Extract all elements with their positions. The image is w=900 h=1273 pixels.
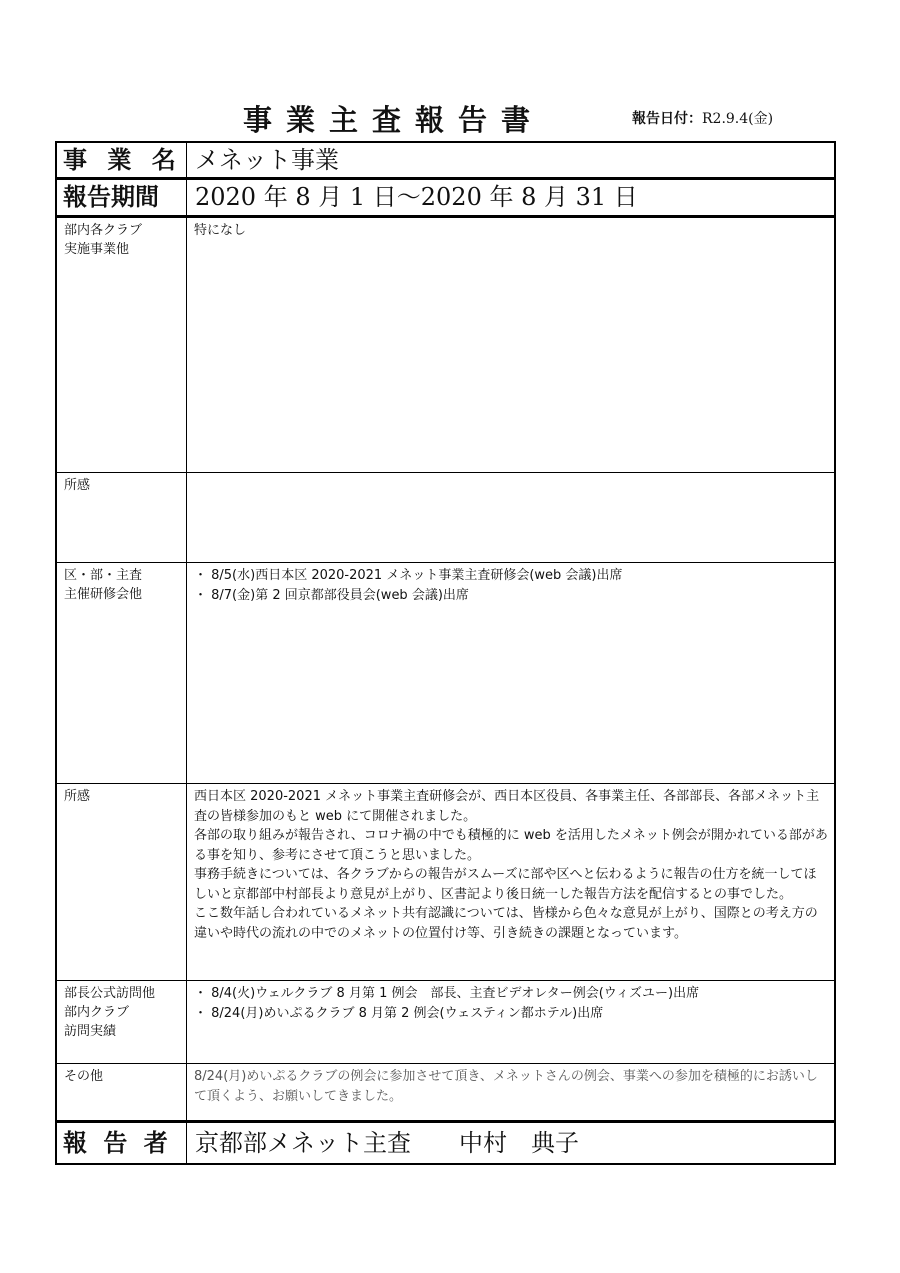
project-row [57,143,834,180]
list-item: ・ 8/7(金)第 2 回京都部役員会(web 会議)出席 [194,587,469,603]
list-item: ・ 8/24(月)めいぷるクラブ 8 月第 2 例会(ウェスティン都ホテル)出席 [194,1005,604,1021]
visits-label-line: 部長公式訪問他 [64,986,156,1001]
project-label: 事 業 名 [57,143,187,177]
list-item: ・ 8/4(火)ウェルクラブ 8 月第 1 例会 部長、主査ビデオレター例会(ウィズユー)出席 [194,986,700,1001]
club-activities-row [57,218,834,473]
other-row [57,1064,834,1123]
period-row [57,180,834,218]
seminars-row [57,563,834,784]
reporter-label: 報 告 者 [57,1123,187,1163]
visits-list [187,981,834,1063]
paragraph: 西日本区 2020-2021 メネット事業主査研修会が、西日本区役員、各事業主任、各部部長、各部メネット主査の皆様参加のもと web にて開催されました。 [194,789,820,824]
visits-label [57,981,187,1063]
seminars-label-line: 区・部・主査 [64,568,143,583]
other-label: その他 [57,1064,187,1120]
reporter-value: 京都部メネット主査 中村 典子 [195,1129,579,1157]
page-title: 事業主査報告書 [243,103,545,137]
club-activities-label-line: 部内各クラブ [64,223,143,238]
club-activities-label [57,218,187,472]
club-activities-value: 特になし [194,223,247,238]
report-date-label: 報告日付： [632,111,702,127]
project-value: メネット事業 [195,146,339,174]
paragraph: 各部の取り組みが報告され、コロナ禍の中でも積極的に web を活用したメネット例会が開かれている部がある事を知り、参考にさせて頂こうと思いました。 [194,828,828,863]
list-item: ・ 8/5(水)西日本区 2020-2021 メネット事業主査研修会(web 会議)出席 [194,568,623,583]
report-date-value: R2.9.4(金) [702,111,774,127]
paragraph: ここ数年話し合われているメネット共有認識については、皆様から色々な意見が上がり、国際との考え方の違いや時代の流れの中でのメネットの位置付け等、引き続きの課題となっています。 [194,906,818,941]
visits-label-line: 訪問実績 [64,1024,117,1039]
impressions-2-label: 所感 [57,784,187,980]
impressions-1-row [57,473,834,563]
period-value: 2020 年 8 月 1 日～2020 年 8 月 31 日 [195,183,638,211]
paragraph: 事務手続きについては、各クラブからの報告がスムーズに部や区へと伝わるように報告の仕方を統一してほしいと京都部中村部長より意見が上がり、区書記より後日統一した報告方法を配信するとの事でした。 [194,867,817,902]
visits-row [57,981,834,1064]
impressions-2-text [187,784,834,980]
impressions-2-row [57,784,834,981]
report-form [55,141,836,1165]
visits-label-line: 部内クラブ [64,1005,130,1020]
seminars-list [187,563,834,783]
report-date [632,108,773,128]
impressions-1-value [187,473,834,562]
reporter-row [57,1123,834,1163]
other-value: 8/24(月)めいぷるクラブの例会に参加させて頂き、メネットさんの例会、事業への参加を積極的にお誘いして頂くよう、お願いしてきました。 [194,1069,818,1104]
period-label: 報告期間 [57,180,187,215]
seminars-label-line: 主催研修会他 [64,587,143,602]
club-activities-label-line: 実施事業他 [64,242,130,257]
impressions-1-label: 所感 [57,473,187,562]
seminars-label [57,563,187,783]
